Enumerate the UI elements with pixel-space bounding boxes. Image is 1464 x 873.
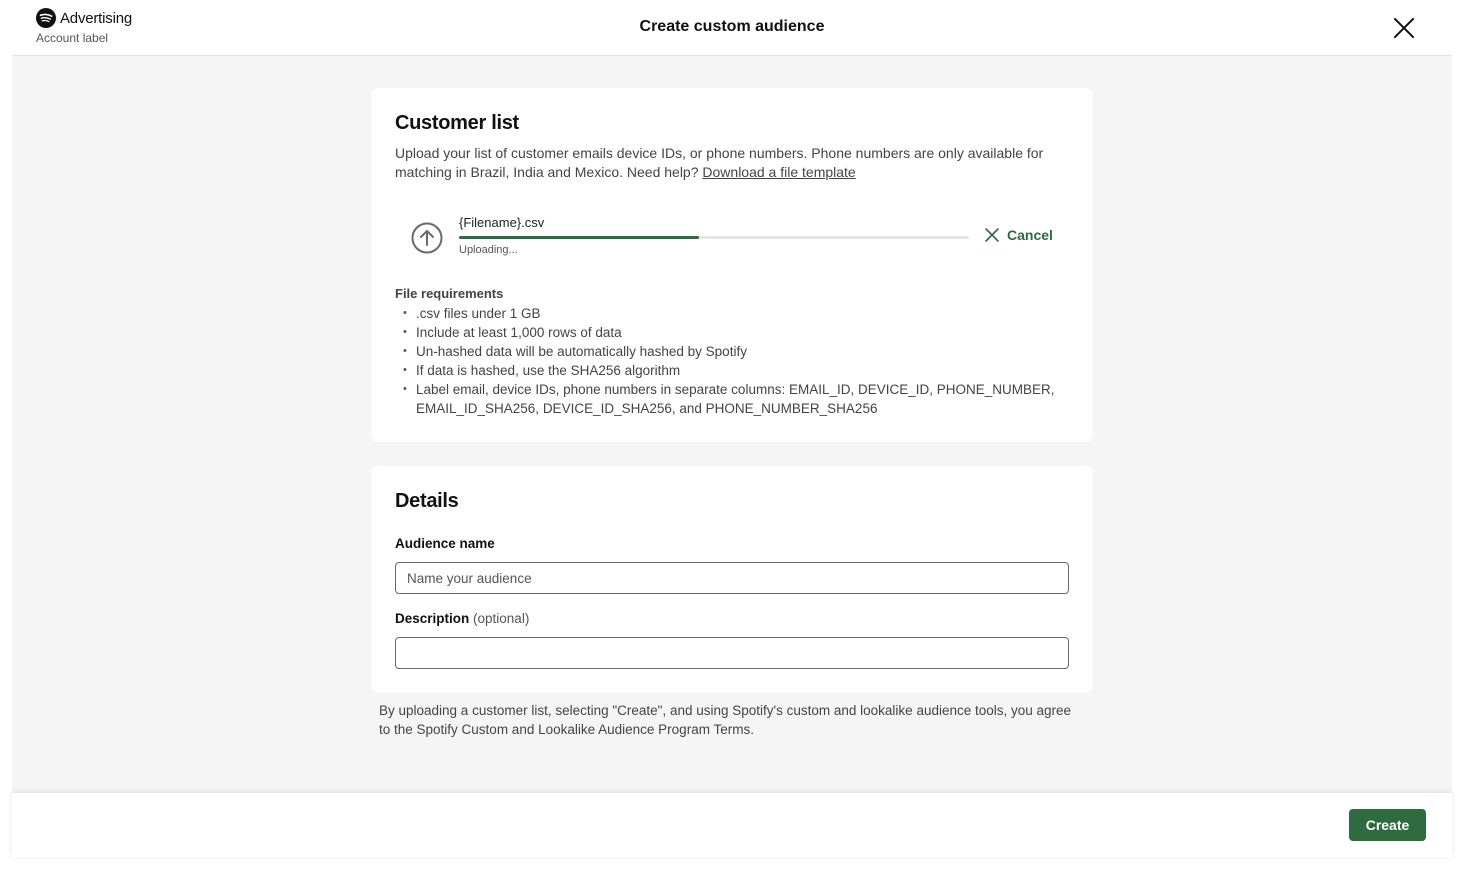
description-label-text: Description xyxy=(395,611,470,626)
upload-filename: {Filename}.csv xyxy=(459,215,545,230)
footer-bar xyxy=(12,793,1452,857)
audience-name-label: Audience name xyxy=(395,536,495,551)
customer-list-title: Customer list xyxy=(395,112,519,134)
requirement-item: • Include at least 1,000 rows of data xyxy=(395,323,1075,342)
intro-text: Upload your list of customer emails device IDs, or phone numbers. Phone numbers are only available for matching in Brazil, India and Mexico. Need help? xyxy=(395,145,1044,180)
customer-list-card xyxy=(371,88,1093,442)
account-label: Account label xyxy=(36,31,109,45)
requirement-item: • Label email, device IDs, phone numbers in separate columns: EMAIL_ID, DEVICE_ID, PHONE_NUMBER, EMAIL_ID_SHA256, DEVICE_ID_SHA256, and PHONE_NUMBER_SHA256 xyxy=(395,380,1075,418)
upload-icon xyxy=(411,222,443,254)
create-button[interactable]: Create xyxy=(1349,809,1426,841)
brand-name: Advertising xyxy=(60,9,133,27)
terms-text: By uploading a customer list, selecting "Create", and using Spotify's custom and lookalike audience tools, you agree to the Spotify Custom and Lookalike Audience Program Terms. xyxy=(379,703,1072,737)
page-title: Create custom audience xyxy=(639,18,825,35)
cancel-label: Cancel xyxy=(1007,227,1053,243)
cancel-x-icon xyxy=(985,228,999,242)
audience-name-input[interactable] xyxy=(395,562,1069,594)
top-bar xyxy=(12,0,1452,56)
details-card xyxy=(371,466,1093,693)
page-frame xyxy=(12,0,1452,857)
file-requirements-title: File requirements xyxy=(395,286,504,301)
description-label xyxy=(395,611,529,626)
requirement-item: • If data is hashed, use the SHA256 algorithm xyxy=(395,361,1075,380)
download-template-link[interactable]: Download a file template xyxy=(702,164,856,180)
upload-progress-bar xyxy=(459,236,969,239)
details-title: Details xyxy=(395,490,459,512)
cancel-upload-button[interactable] xyxy=(985,227,1053,243)
upload-status: Uploading... xyxy=(459,244,518,256)
file-requirements-list xyxy=(395,304,1075,418)
customer-list-intro xyxy=(395,144,1065,182)
upload-progress-fill xyxy=(459,236,699,239)
requirement-item: • Un-hashed data will be automatically hashed by Spotify xyxy=(395,342,1075,361)
requirement-item: • .csv files under 1 GB xyxy=(395,304,1075,323)
close-icon[interactable] xyxy=(1392,16,1416,40)
description-input[interactable] xyxy=(395,637,1069,669)
description-optional: (optional) xyxy=(473,611,530,626)
